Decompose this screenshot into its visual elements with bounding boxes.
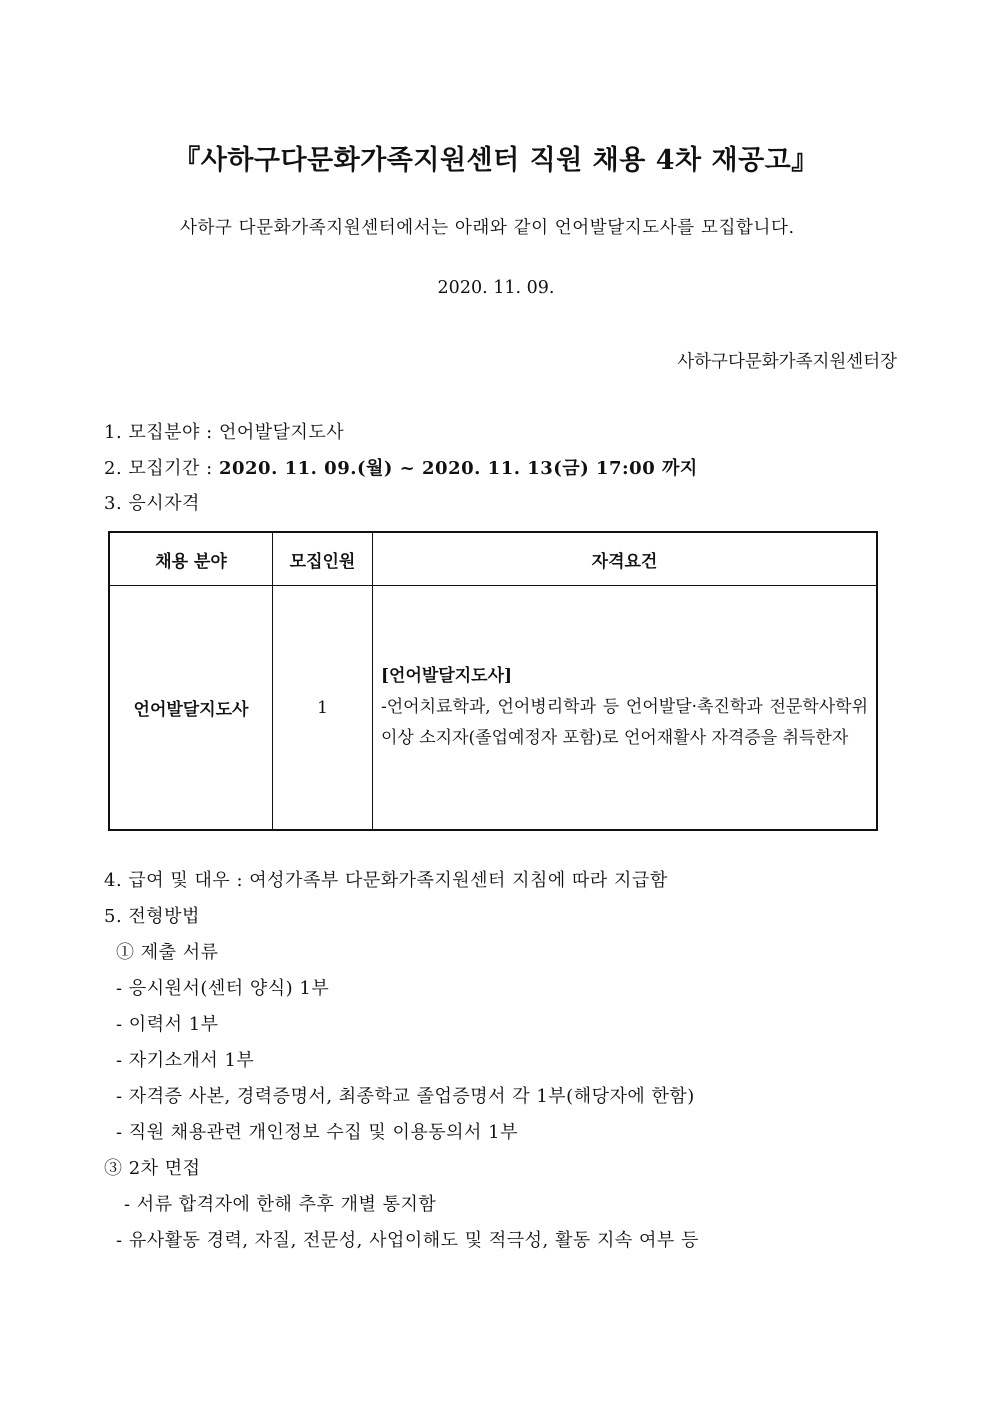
- table-header-row: [109, 532, 877, 586]
- list-item: - 서류 합격자에 한해 추후 개별 통지함: [124, 1194, 437, 1215]
- section-recruit-period: [104, 454, 698, 480]
- step1-title: ① 제출 서류: [116, 942, 219, 963]
- qualification-title: [언어발달지도사]: [381, 666, 513, 686]
- cell-qualification: [373, 586, 878, 831]
- header-count: 모집인원: [273, 532, 373, 586]
- header-field: 채용 분야: [109, 532, 273, 586]
- qualification-table: [108, 531, 878, 831]
- signer: 사하구다문화가족지원센터장: [677, 352, 897, 372]
- cell-field: 언어발달지도사: [109, 586, 273, 831]
- list-item: - 자기소개서 1부: [116, 1050, 255, 1071]
- cell-count: 1: [273, 586, 373, 831]
- step2-title: ③ 2차 면접: [104, 1158, 201, 1179]
- table-row: [109, 586, 877, 831]
- section-salary: 4. 급여 및 대우 : 여성가족부 다문화가족지원센터 지침에 따라 지급함: [104, 870, 668, 891]
- section-qualification: 3. 응시자격: [104, 493, 200, 514]
- section-selection: 5. 전형방법: [104, 906, 200, 927]
- list-item: - 이력서 1부: [116, 1014, 219, 1035]
- section-recruit-field: [104, 418, 344, 444]
- section-recruit-period-label: 2. 모집기간 :: [104, 458, 219, 479]
- list-item: - 응시원서(센터 양식) 1부: [116, 978, 330, 999]
- section-recruit-field-label: 1. 모집분야 :: [104, 422, 219, 443]
- page-title: 『사하구다문화가족지원센터 직원 채용 4차 재공고』: [173, 145, 819, 176]
- announcement-date: 2020. 11. 09.: [437, 278, 555, 298]
- intro-text: 사하구 다문화가족지원센터에서는 아래와 같이 언어발달지도사를 모집합니다.: [180, 218, 795, 238]
- list-item: - 직원 채용관련 개인정보 수집 및 이용동의서 1부: [116, 1122, 518, 1143]
- header-qualification: 자격요건: [373, 532, 878, 586]
- section-recruit-field-value: 언어발달지도사: [218, 422, 345, 443]
- section-recruit-period-value: 2020. 11. 09.(월) ~ 2020. 11. 13(금) 17:00 까지: [218, 458, 698, 479]
- list-item: - 자격증 사본, 경력증명서, 최종학교 졸업증명서 각 1부(해당자에 한함): [116, 1086, 695, 1107]
- list-item: - 유사활동 경력, 자질, 전문성, 사업이해도 및 적극성, 활동 지속 여부 등: [116, 1230, 699, 1251]
- qualification-desc: -언어치료학과, 언어병리학과 등 언어발달·촉진학과 전문학사학위 이상 소지자(졸업예정자 포함)로 언어재활사 자격증을 취득한자: [381, 697, 868, 748]
